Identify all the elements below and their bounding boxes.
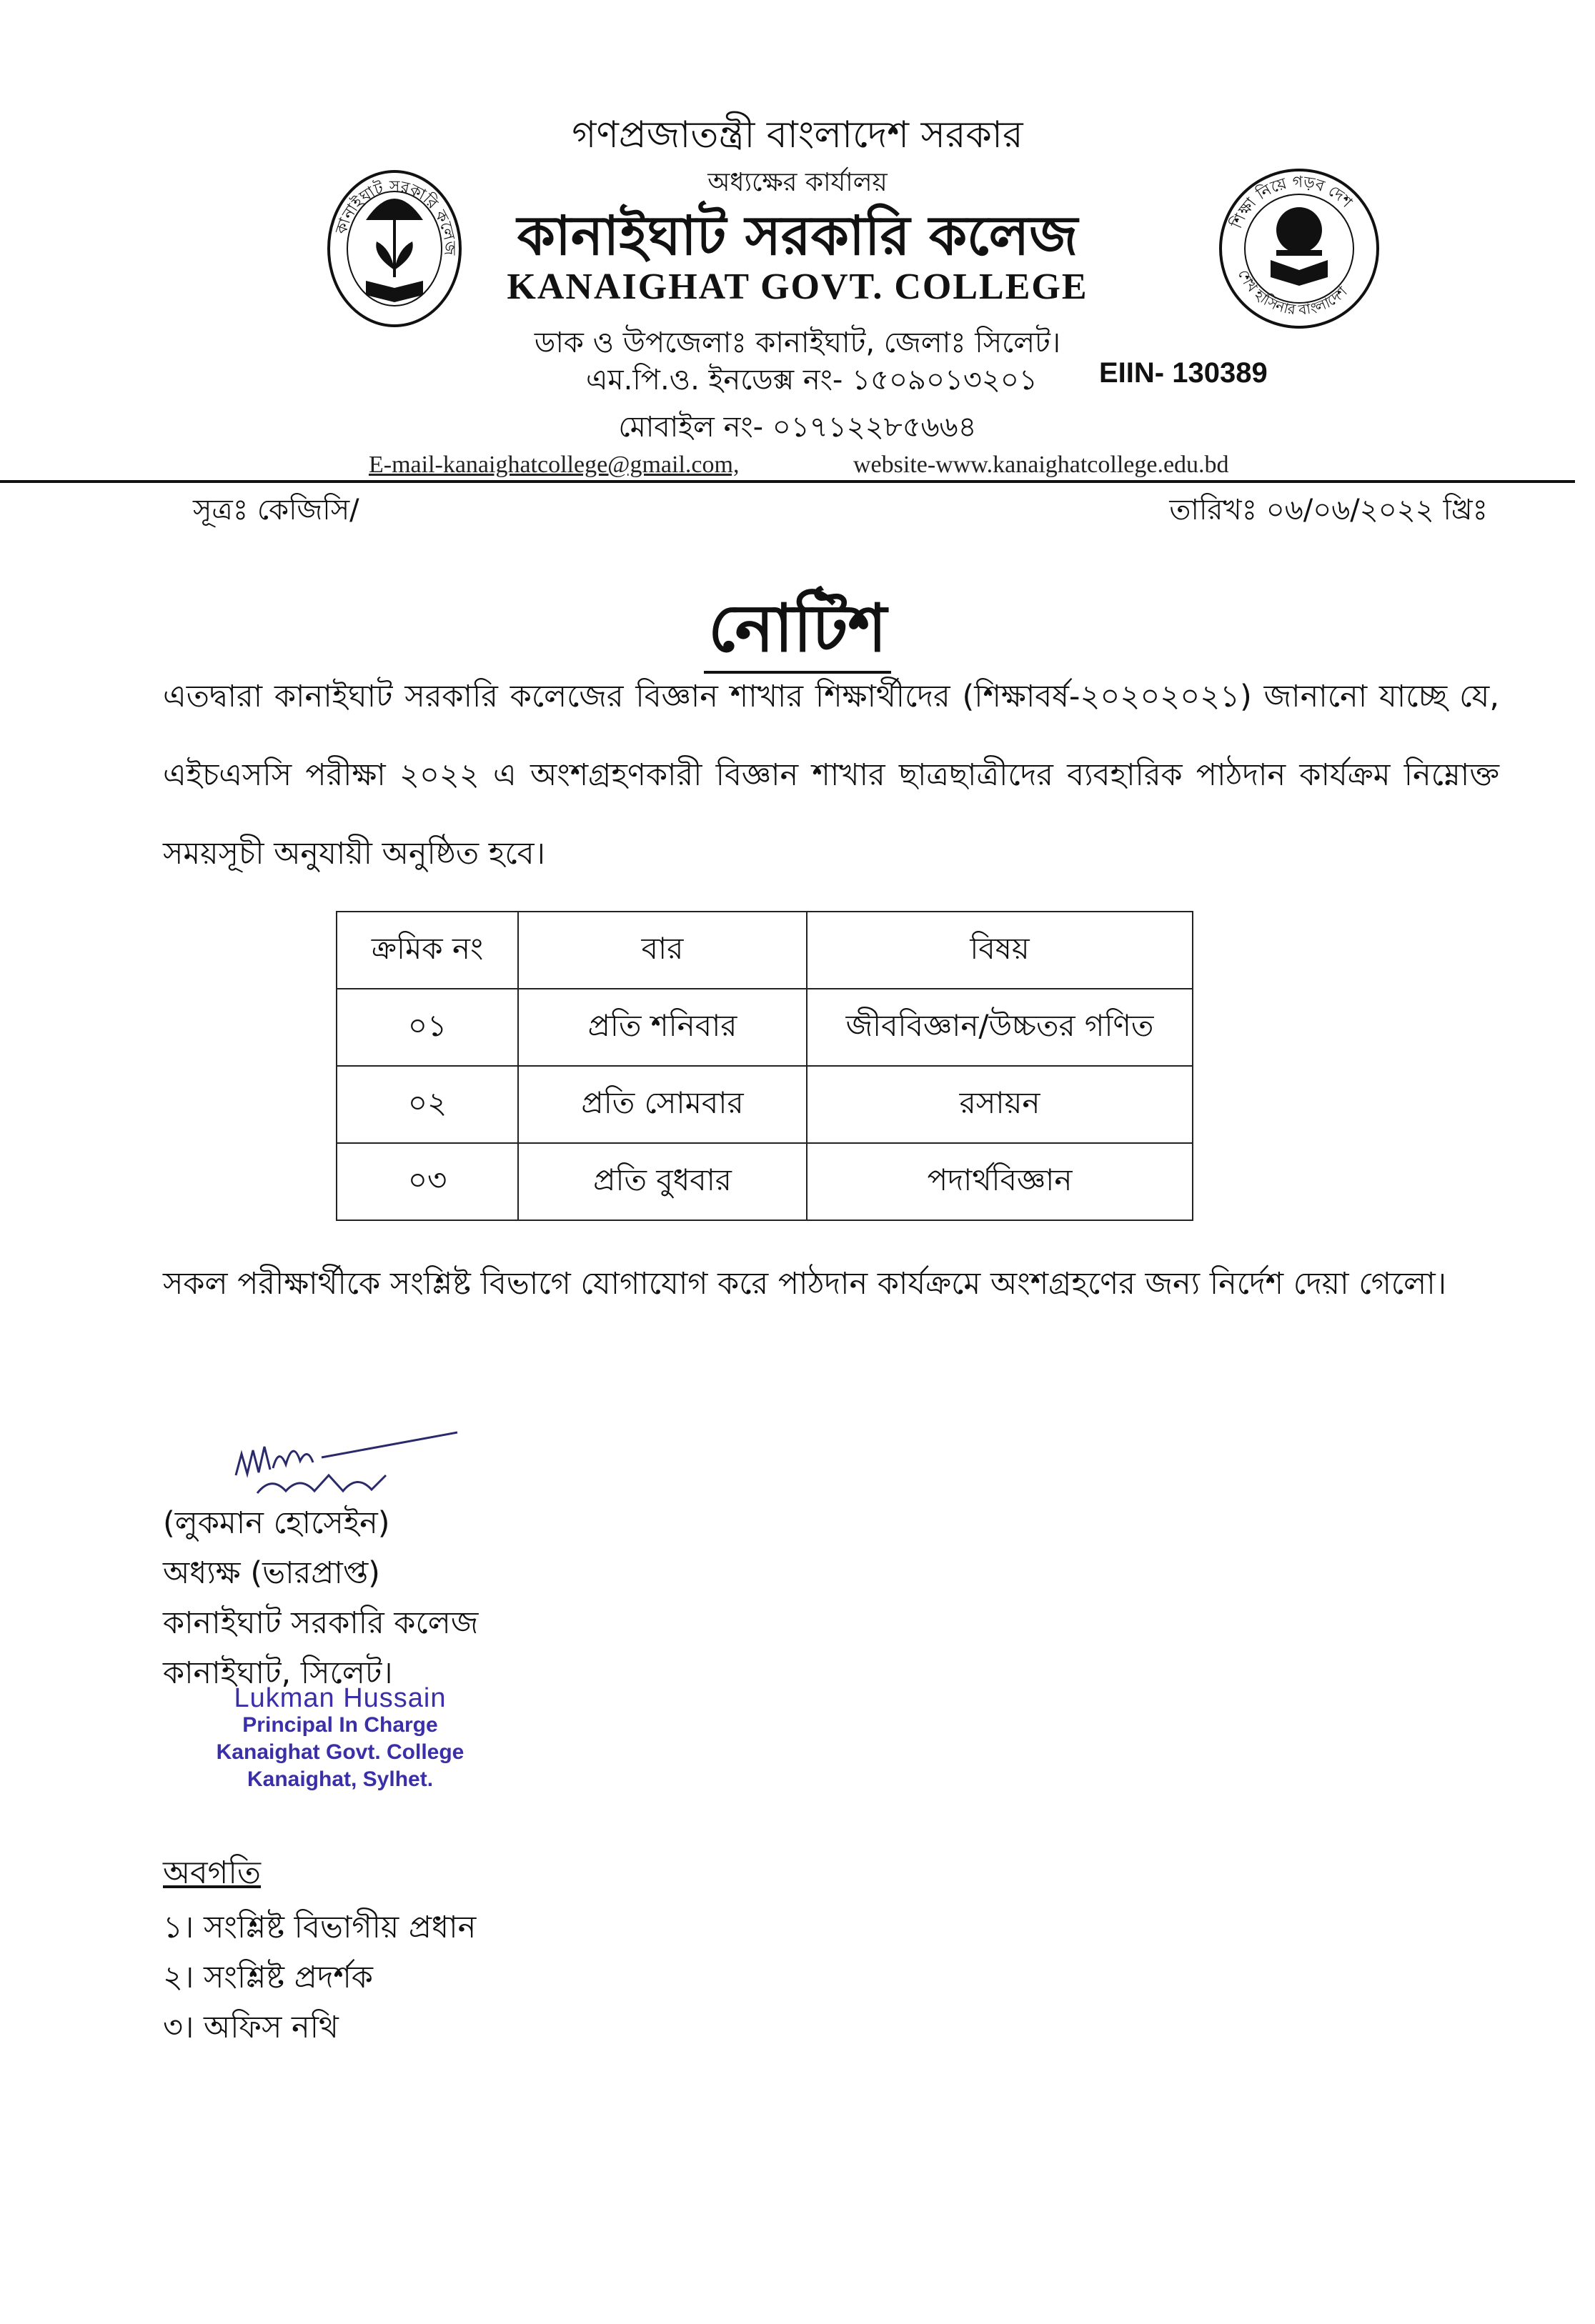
notice-body-intro: এতদ্বারা কানাইঘাট সরকারি কলেজের বিজ্ঞান শাখার শিক্ষার্থীদের (শিক্ষাবর্ষ-২০২০২০২১) জানানো যাচ্ছে যে, এইচএসসি পরীক্ষা ২০২২ এ অংশগ্রহণকারী বিজ্ঞান শাখার ছাত্রছাত্রীদের ব্যবহারিক পাঠদান কার্যক্রম নিম্নোক্ত সময়সূচী অনুযায়ী অনুষ্ঠিত হবে। (163, 679, 1499, 872)
email-address: E-mail-kanaighatcollege@gmail.com, (369, 452, 740, 478)
right-logo-top-text: শিক্ষা নিয়ে গড়ব দেশ (1228, 173, 1356, 231)
signatory-designation: অধ্যক্ষ (ভারপ্রাপ্ত) (163, 1555, 380, 1591)
college-name-bangla: কানাইঘাট সরকারি কলেজ (517, 204, 1078, 267)
list-item: ২। সংশ্লিষ্ট প্রদর্শক (163, 1960, 373, 1995)
government-title: গণপ্রজাতন্ত্রী বাংলাদেশ সরকার (572, 114, 1023, 156)
notice-body-closing: সকল পরীক্ষার্থীকে সংশ্লিষ্ট বিভাগে যোগাযোগ করে পাঠদান কার্যক্রমে অংশগ্রহণের জন্য নির্দেশ দেয়া গেলো। (163, 1266, 1447, 1302)
notice-title-text: নোটিশ (704, 590, 891, 674)
header-divider (0, 480, 1575, 483)
signatory-college: কানাইঘাট সরকারি কলেজ (163, 1605, 479, 1641)
mpo-index: এম.পি.ও. ইনডেক্স নং- ১৫০৯০১৩২০১ (586, 364, 1038, 397)
stamp-college: Kanaighat Govt. College (216, 1740, 464, 1764)
college-address: ডাক ও উপজেলাঃ কানাইঘাট, জেলাঃ সিলেট। (534, 326, 1061, 359)
signatory-name: (লুকমান হোসেইন) (163, 1505, 390, 1541)
schedule-table (336, 911, 1193, 1221)
stamp-title: Principal In Charge (242, 1713, 438, 1737)
table-row (337, 1066, 1193, 1143)
reference-number: সূত্রঃ কেজিসি/ (193, 494, 359, 527)
table-row (337, 989, 1193, 1066)
website-address: website-www.kanaighatcollege.edu.bd (853, 452, 1229, 478)
subject-cell: জীববিজ্ঞান/উচ্চতর গণিত (807, 989, 1193, 1066)
office-title: অধ্যক্ষের কার্যালয় (707, 168, 888, 197)
college-name-english: KANAIGHAT GOVT. COLLEGE (507, 266, 1088, 307)
stamp-name: Lukman Hussain (234, 1683, 447, 1713)
day-cell: প্রতি সোমবার (518, 1066, 807, 1143)
left-logo-ring-text: কানাইঘাট সরকারি কলেজ (332, 177, 459, 256)
copies-title: অবগতি (163, 1855, 262, 1891)
header-serial: ক্রমিক নং (337, 912, 518, 989)
mobile-number: মোবাইল নং- ০১৭১২২৮৫৬৬৪ (618, 411, 977, 444)
principal-stamp (197, 1685, 483, 1793)
serial-cell: ০১ (337, 989, 518, 1066)
header-subject: বিষয় (807, 912, 1193, 989)
table-row (337, 1143, 1193, 1220)
stamp-location: Kanaighat, Sylhet. (247, 1767, 434, 1791)
day-cell: প্রতি শনিবার (518, 989, 807, 1066)
right-logo-bottom-text: শেখ হাসিনার বাংলাদেশ (1234, 266, 1351, 319)
subject-cell: রসায়ন (807, 1066, 1193, 1143)
day-cell: প্রতি বুধবার (518, 1143, 807, 1220)
eiin-number: EIIN- 130389 (1099, 357, 1268, 389)
signatory-location: কানাইঘাট, সিলেট। (163, 1655, 393, 1691)
signature-scribble (229, 1425, 486, 1511)
serial-cell: ০৩ (337, 1143, 518, 1220)
serial-cell: ০২ (337, 1066, 518, 1143)
schedule-header-row (337, 912, 1193, 989)
list-item: ৩। অফিস নথি (163, 2010, 339, 2045)
notice-date: তারিখঃ ০৬/০৬/২০২২ খ্রিঃ (1169, 494, 1488, 527)
subject-cell: পদার্থবিজ্ঞান (807, 1143, 1193, 1220)
header-day: বার (518, 912, 807, 989)
list-item: ১। সংশ্লিষ্ট বিভাগীয় প্রধান (163, 1910, 477, 1945)
